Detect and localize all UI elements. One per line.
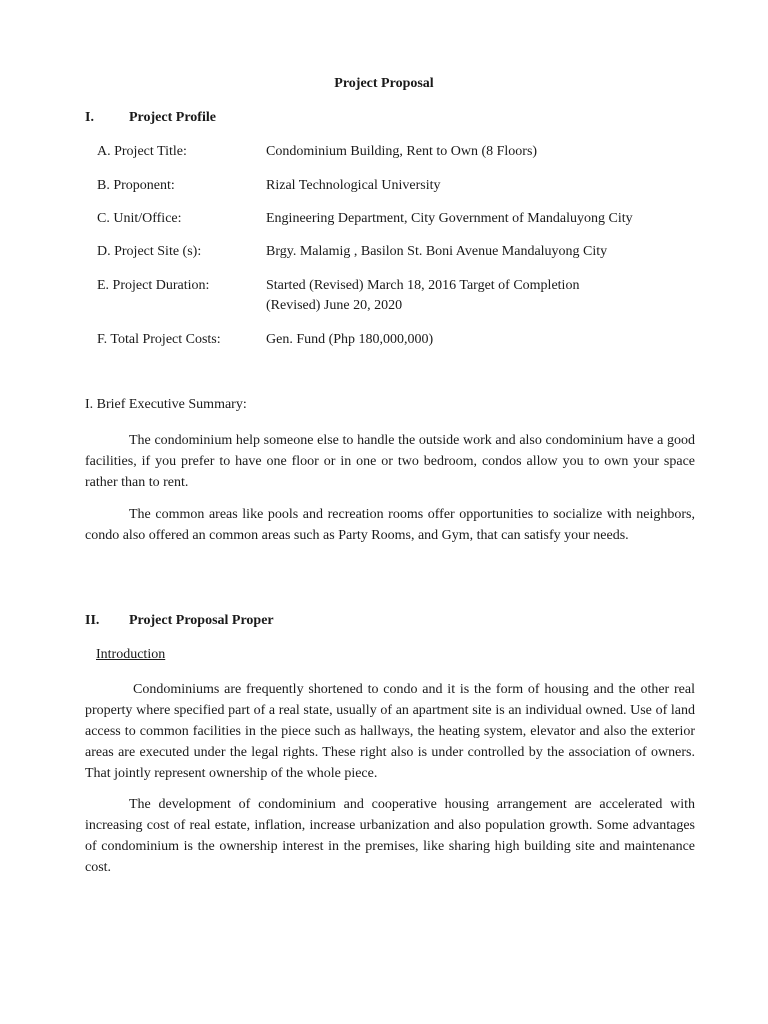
section-number: II. [85, 613, 100, 628]
row-value: Engineering Department, City Government of Mandaluyong City [266, 211, 633, 226]
row-label: A. Project Title: [97, 144, 187, 159]
section-heading-proposal-proper [85, 613, 274, 629]
row-label: C. Unit/Office: [97, 211, 182, 226]
section-number: I. [85, 110, 94, 125]
page-title: Project Proposal [334, 76, 434, 91]
row-value: Rizal Technological University [266, 178, 441, 193]
summary-paragraph [85, 430, 695, 493]
row-value: Brgy. Malamig , Basilon St. Boni Avenue Mandaluyong City [266, 244, 608, 259]
summary-paragraph [85, 504, 695, 546]
section-heading-project-profile [85, 110, 216, 126]
row-value [266, 276, 646, 316]
section-title: Project Proposal Proper [129, 613, 274, 628]
summary-heading: I. Brief Executive Summary: [85, 397, 247, 412]
paragraph-text: The condominium help someone else to handle the outside work and also condominium have a good facilities, if you prefer to have one floor or in one or two bedroom, condos allow you to own your space rather than to rent. [85, 433, 695, 490]
row-value-line: (Revised) June 20, 2020 [266, 298, 403, 313]
row-label: F. Total Project Costs: [97, 332, 221, 347]
row-value-line: Started (Revised) March 18, 2016 Target of Completion [266, 278, 580, 293]
section-title: Project Profile [129, 110, 216, 125]
row-value: Condominium Building, Rent to Own (8 Floors) [266, 144, 538, 159]
paragraph-text: Condominiums are frequently shortened to condo and it is the form of housing and the other real property where specified part of a real state, usually of an apartment site is an individual owned. Use of land access to common facilities in the piece such as hallways, the heating system, elevator and also the exterior areas are executed under the legal rights. These right also is under controlled by the association of owners. That jointly represent ownership of the whole piece. [85, 682, 695, 781]
row-label: E. Project Duration: [97, 278, 210, 293]
row-label: B. Proponent: [97, 178, 175, 193]
row-value: Gen. Fund (Php 180,000,000) [266, 332, 434, 347]
intro-paragraph [85, 679, 695, 784]
row-label: D. Project Site (s): [97, 244, 202, 259]
paragraph-text: The common areas like pools and recreation rooms offer opportunities to socialize with neighbors, condo also offered an common areas such as Party Rooms, and Gym, that can satisfy your needs. [85, 507, 695, 543]
intro-paragraph [85, 794, 695, 878]
paragraph-text: The development of condominium and cooperative housing arrangement are accelerated with increasing cost of real estate, inflation, increase urbanization and also population growth. Some advantages of condominium is the ownership interest in the premises, like sharing high building site and maintenance cost. [85, 797, 695, 875]
introduction-subheading: Introduction [96, 647, 166, 662]
